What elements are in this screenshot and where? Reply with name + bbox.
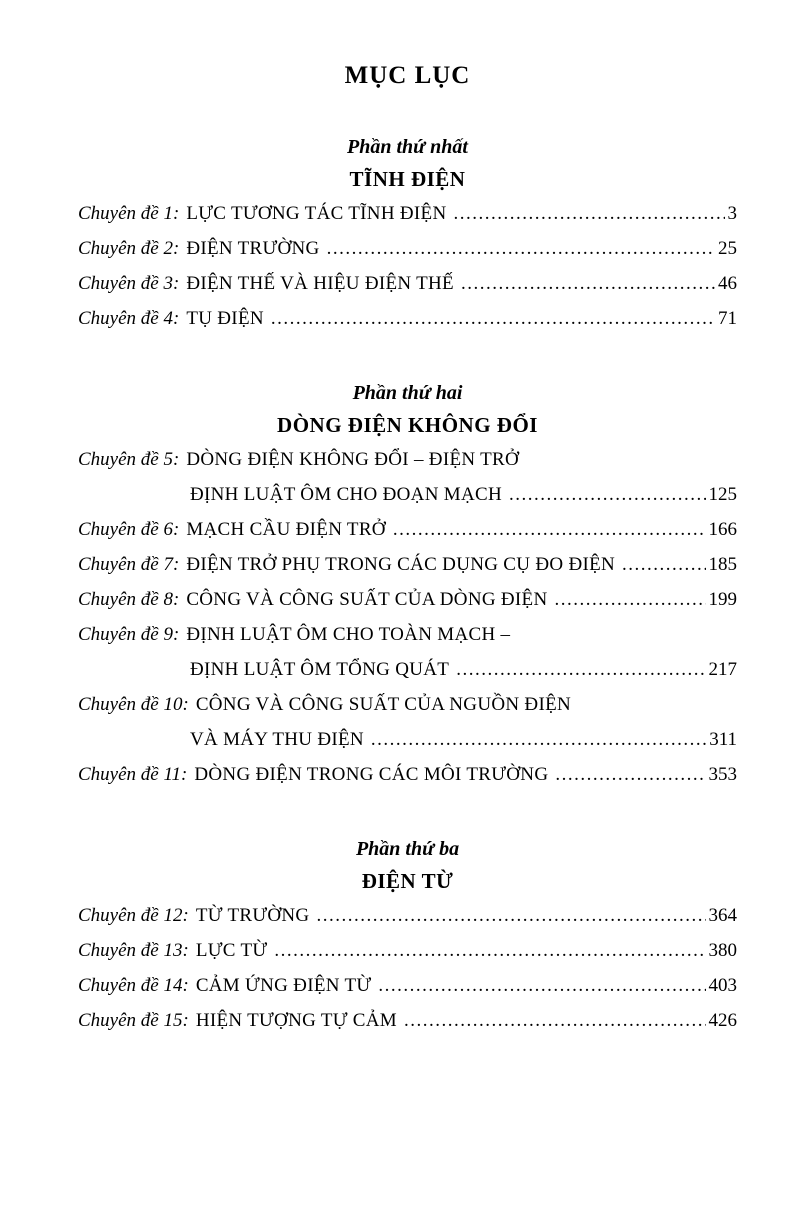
entry-title: TỤ ĐIỆN: [186, 308, 264, 329]
entry-page: 311: [709, 729, 737, 750]
entry-label: Chuyên đề 3:: [78, 273, 180, 294]
entry-line-2: [78, 477, 737, 512]
toc-entry: [78, 196, 737, 231]
entry-title: DÒNG ĐIỆN KHÔNG ĐỔI – ĐIỆN TRỞ: [186, 449, 519, 470]
entry-label: Chuyên đề 7:: [78, 554, 180, 575]
entry-label: Chuyên đề 1:: [78, 203, 180, 224]
entry-line-1: [78, 617, 737, 652]
entry-label: Chuyên đề 10:: [78, 694, 189, 715]
part-heading: Phần thứ nhất: [347, 136, 468, 158]
toc-entry: [78, 687, 737, 757]
entry-label: Chuyên đề 11:: [78, 764, 188, 785]
page-title: MỤC LỤC: [344, 62, 471, 89]
entry-page: 25: [718, 238, 737, 259]
part-section-3: [78, 838, 737, 1038]
dot-leader: [509, 477, 706, 512]
entry-page: 199: [708, 589, 737, 610]
entry-page: 166: [708, 519, 737, 540]
entry-line-2: [78, 722, 737, 757]
entry-title: CÔNG VÀ CÔNG SUẤT CỦA NGUỒN ĐIỆN: [195, 694, 572, 715]
entry-label: Chuyên đề 9:: [78, 624, 180, 645]
entry-label: Chuyên đề 2:: [78, 238, 180, 259]
entry-line-1: [78, 442, 737, 477]
toc-entry: [78, 933, 737, 968]
entry-title: HIỆN TƯỢNG TỰ CẢM: [195, 1010, 397, 1031]
entry-line-1: [78, 687, 737, 722]
toc-entry: [78, 757, 737, 792]
entry-title: ĐIỆN TRỞ PHỤ TRONG CÁC DỤNG CỤ ĐO ĐIỆN: [186, 554, 616, 575]
entry-page: 217: [708, 659, 737, 680]
entry-title: CẢM ỨNG ĐIỆN TỪ: [195, 975, 372, 996]
entry-label: Chuyên đề 13:: [78, 940, 189, 961]
entry-page: 380: [708, 940, 737, 961]
part-heading: Phần thứ hai: [352, 382, 463, 404]
entry-label: Chuyên đề 5:: [78, 449, 180, 470]
entry-page: 353: [708, 764, 737, 785]
entry-label: Chuyên đề 8:: [78, 589, 180, 610]
toc-entry: [78, 512, 737, 547]
entry-page: 403: [708, 975, 737, 996]
toc-entry: [78, 547, 737, 582]
dot-leader: [554, 582, 705, 617]
part-subtitle: TĨNH ĐIỆN: [349, 167, 466, 191]
dot-leader: [316, 898, 705, 933]
part-subtitle: DÒNG ĐIỆN KHÔNG ĐỔI: [277, 413, 538, 437]
entry-title: LỰC TƯƠNG TÁC TĨNH ĐIỆN: [186, 203, 447, 224]
entry-page: 46: [718, 273, 737, 294]
entry-label: Chuyên đề 4:: [78, 308, 180, 329]
entry-title-continued: ĐỊNH LUẬT ÔM CHO ĐOẠN MẠCH: [190, 484, 502, 505]
entry-label: Chuyên đề 15:: [78, 1010, 189, 1031]
entry-title: ĐIỆN TRƯỜNG: [186, 238, 320, 259]
part-subtitle: ĐIỆN TỪ: [361, 869, 454, 893]
entry-label: Chuyên đề 12:: [78, 905, 189, 926]
dot-leader: [453, 196, 724, 231]
dot-leader: [327, 231, 715, 266]
dot-leader: [378, 968, 705, 1003]
toc-entry: [78, 442, 737, 512]
toc-entry: [78, 266, 737, 301]
part-section-2: [78, 382, 737, 792]
entry-page: 3: [727, 203, 737, 224]
entry-page: 125: [708, 484, 737, 505]
dot-leader: [622, 547, 705, 582]
toc-entry: [78, 968, 737, 1003]
entry-title-continued: ĐỊNH LUẬT ÔM TỔNG QUÁT: [190, 659, 450, 680]
dot-leader: [271, 301, 715, 336]
entry-title: DÒNG ĐIỆN TRONG CÁC MÔI TRƯỜNG: [194, 764, 549, 785]
toc-entry: [78, 301, 737, 336]
entry-page: 426: [708, 1010, 737, 1031]
entry-title: CÔNG VÀ CÔNG SUẤT CỦA DÒNG ĐIỆN: [186, 589, 548, 610]
dot-leader: [371, 722, 706, 757]
dot-leader: [555, 757, 705, 792]
toc-entry: [78, 617, 737, 687]
entry-title: MẠCH CẦU ĐIỆN TRỞ: [186, 519, 386, 540]
dot-leader: [274, 933, 705, 968]
toc-entry: [78, 231, 737, 266]
entry-title: ĐỊNH LUẬT ÔM CHO TOÀN MẠCH –: [186, 624, 511, 645]
entry-label: Chuyên đề 6:: [78, 519, 180, 540]
dot-leader: [461, 266, 715, 301]
dot-leader: [393, 512, 706, 547]
dot-leader: [456, 652, 705, 687]
entry-line-2: [78, 652, 737, 687]
entry-title: LỰC TỪ: [195, 940, 268, 961]
part-heading: Phần thứ ba: [355, 838, 460, 860]
entry-title: TỪ TRƯỜNG: [195, 905, 310, 926]
entry-title: ĐIỆN THẾ VÀ HIỆU ĐIỆN THẾ: [186, 273, 454, 294]
entry-title-continued: VÀ MÁY THU ĐIỆN: [190, 729, 364, 750]
toc-entry: [78, 582, 737, 617]
part-section-1: [78, 136, 737, 336]
entry-label: Chuyên đề 14:: [78, 975, 189, 996]
entry-page: 185: [708, 554, 737, 575]
dot-leader: [404, 1003, 706, 1038]
entry-page: 364: [708, 905, 737, 926]
toc-entry: [78, 1003, 737, 1038]
entry-page: 71: [718, 308, 737, 329]
toc-entry: [78, 898, 737, 933]
